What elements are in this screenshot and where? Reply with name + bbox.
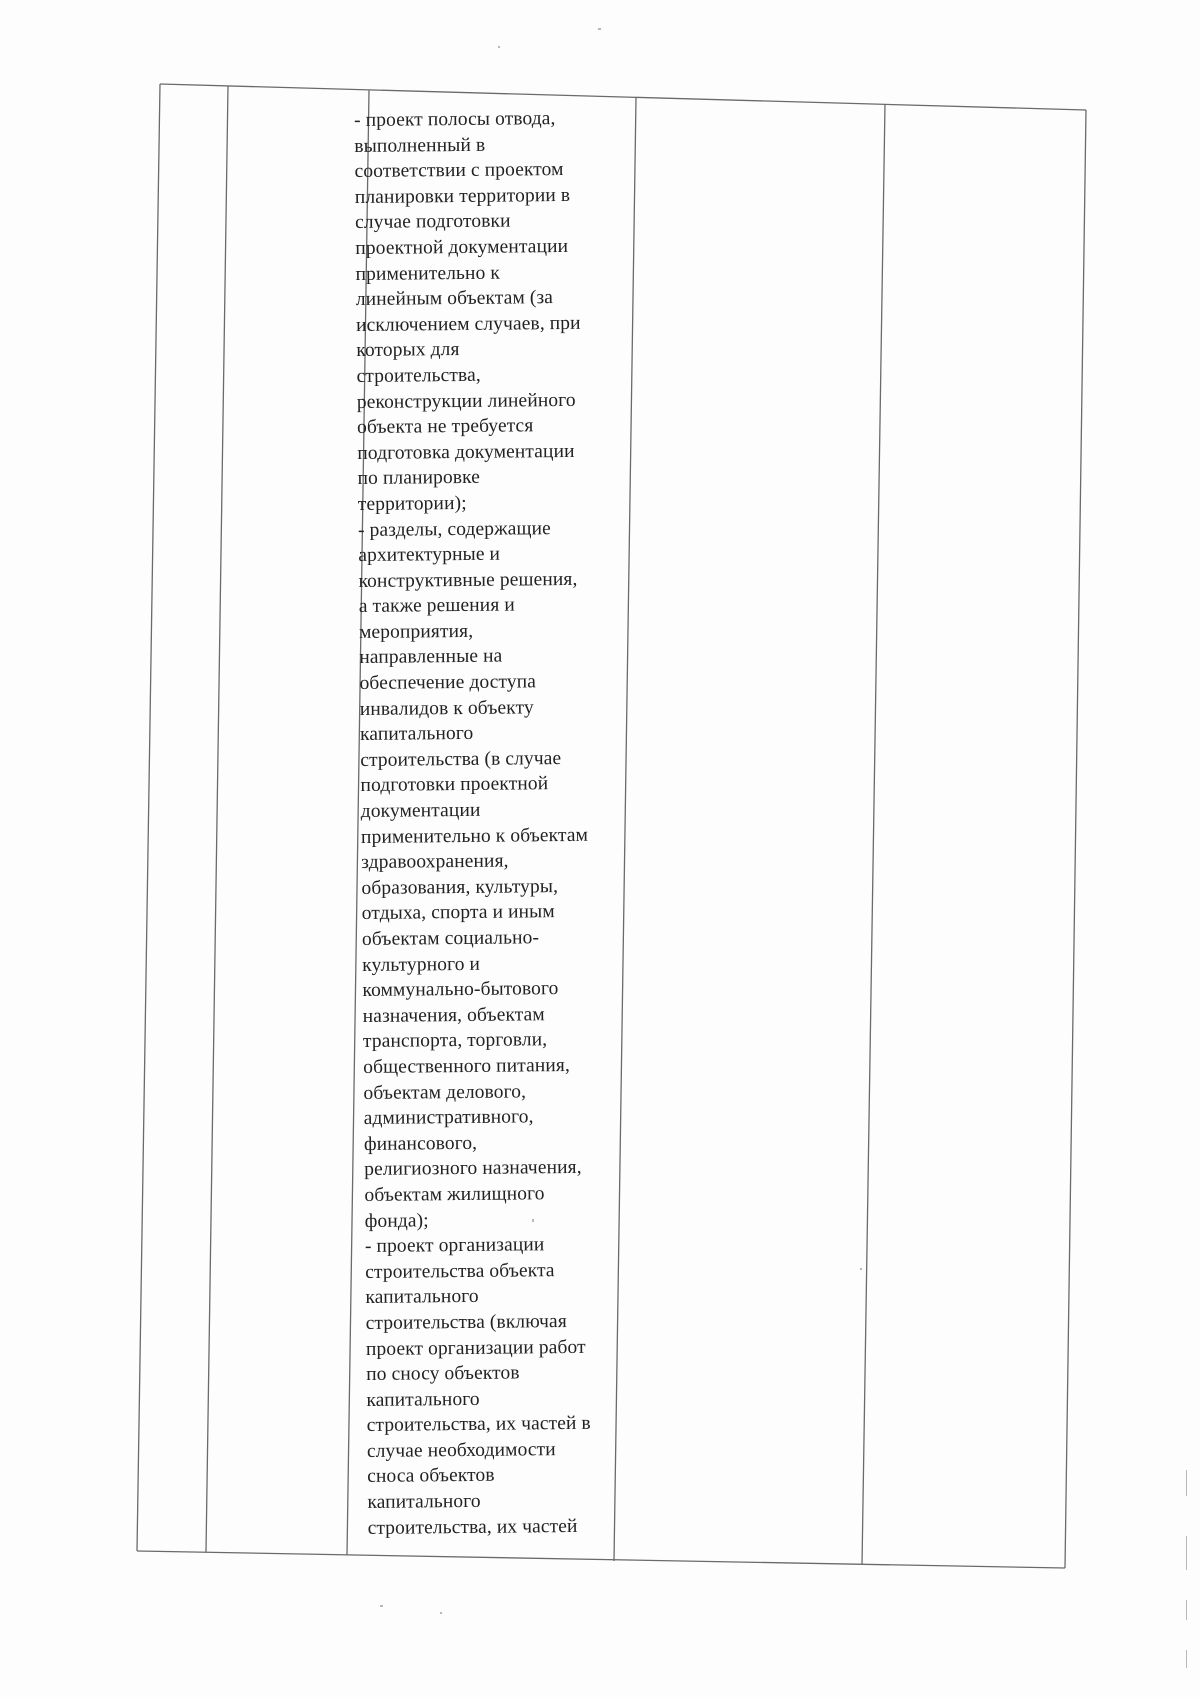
scan-speck [1186, 1470, 1187, 1496]
scan-speck [860, 1268, 862, 1270]
text-line: архитектурные и [358, 543, 501, 567]
text-line: проектной документации [355, 235, 569, 259]
scan-speck [1186, 1650, 1187, 1668]
text-line: выполненный в [354, 134, 486, 157]
scan-speck [532, 1219, 534, 1222]
text-line: строительства, [356, 364, 481, 387]
table-right-border [1065, 110, 1086, 1568]
text-line: религиозного назначения, [364, 1157, 582, 1181]
column-divider-1 [206, 86, 228, 1552]
scan-speck [1186, 1600, 1187, 1620]
text-line: соответствии с проектом [354, 159, 564, 183]
text-line: мероприятия, [358, 620, 474, 643]
text-line: применительно к [355, 262, 501, 285]
text-line: а также решения и [358, 594, 515, 618]
text-line: финансового, [363, 1132, 478, 1155]
text-line: объектам социально- [361, 927, 540, 950]
text-line: отдыха, спорта и иным [361, 901, 555, 925]
text-line: обеспечение доступа [359, 671, 537, 695]
scan-speck [380, 1605, 383, 1607]
text-line: капитального [367, 1490, 481, 1513]
text-line: направленные на [359, 646, 503, 669]
text-line: транспорта, торговли, [362, 1029, 548, 1053]
text-line: назначения, объектам [362, 1003, 545, 1027]
text-line: культурного и [362, 953, 481, 976]
scan-speck [1186, 1536, 1187, 1570]
text-line: подготовка документации [357, 440, 575, 464]
text-line: фонда); [364, 1209, 429, 1232]
scan-speck [598, 28, 601, 30]
text-line: документации [360, 799, 481, 822]
text-line: инвалидов к объекту [359, 696, 534, 720]
text-line: строительства объекта [365, 1259, 555, 1283]
text-line: объектам делового, [363, 1080, 527, 1104]
text-line: - проект полосы отвода, [354, 108, 556, 131]
text-line: капитального [366, 1388, 480, 1411]
column-divider-4 [862, 104, 885, 1565]
text-line: случае подготовки [355, 210, 511, 234]
text-line: исключением случаев, при [355, 312, 581, 336]
text-line: проект организации работ [365, 1336, 586, 1360]
text-line: объектам жилищного [364, 1183, 545, 1206]
text-line: здравоохранения, [361, 850, 509, 874]
text-line: по сносу объектов [366, 1362, 520, 1386]
text-line: планировки территории в [354, 184, 571, 208]
text-line: которых для [356, 339, 460, 362]
scan-speck [440, 1612, 442, 1614]
text-line: - проект организации [364, 1234, 545, 1258]
text-line: реконструкции линейного [356, 389, 576, 413]
text-line: строительства (включая [365, 1310, 567, 1334]
text-line: строительства, их частей в [366, 1413, 591, 1437]
text-line: - разделы, содержащие [357, 517, 551, 541]
text-line: линейным объектам (за [355, 287, 554, 311]
text-line: случае необходимости [366, 1439, 556, 1462]
text-line: применительно к объектам [360, 824, 589, 848]
table-left-border [137, 84, 160, 1551]
text-line: подготовки проектной [360, 773, 549, 797]
text-line: по планировке [357, 467, 481, 490]
text-line: строительства (в случае [360, 747, 562, 771]
table-bottom-border [137, 1551, 1065, 1568]
scan-speck [498, 46, 500, 48]
text-line: территории); [357, 492, 467, 515]
text-line: общественного питания, [363, 1054, 571, 1078]
text-line: конструктивные решения, [358, 568, 578, 592]
text-line: капитального [365, 1286, 479, 1309]
text-line: строительства, их частей [367, 1515, 578, 1539]
text-line: образования, культуры, [361, 875, 559, 899]
text-line: коммунально-бытового [362, 978, 559, 1002]
text-line: капитального [359, 723, 474, 746]
text-line: административного, [363, 1106, 534, 1130]
text-line: сноса объектов [367, 1465, 495, 1488]
requirements-cell-text [354, 105, 638, 1541]
text-line: объекта не требуется [356, 415, 534, 439]
